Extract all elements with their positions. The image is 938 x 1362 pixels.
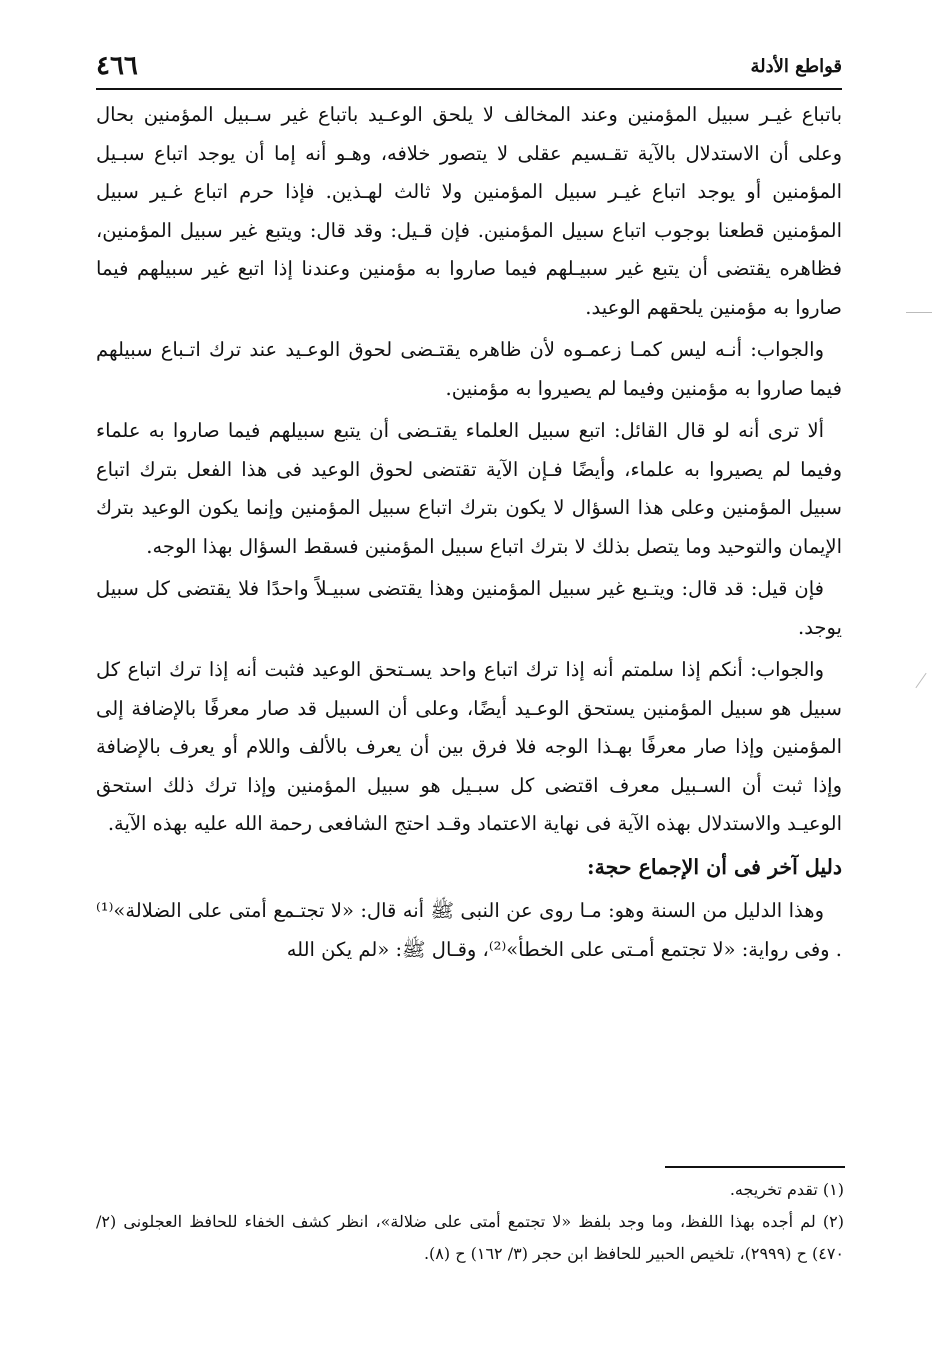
- paragraph-6: وهذا الدليل من السنة وهو: مـا روى عن النبى ﷺ أنه قال: «لا تجتـمع أمتى على الضلالة»⁽¹⁾ . وفى رواية: «لا تجتمع أمـتى على الخطأ»⁽²⁾، وقـال ﷺ: «لم يكن الله: [96, 899, 842, 961]
- footnote-2: (٢) لم أجده بهذا اللفظ، وما وجد بلفظ «لا تجتمع أمتى على ضلالة»، انظر كشف الخفاء للحافظ العجلونى (٢/ ٤٧٠) ح (٢٩٩٩)، تلخيص الحبير للحافظ ابن حجر (٣/ ١٦٢) ح (٨).: [96, 1212, 844, 1263]
- main-text: [96, 96, 842, 969]
- footnotes: [96, 1174, 844, 1270]
- section-heading: دليل آخر فى أن الإجماع حجة:: [587, 854, 842, 879]
- page-header: [96, 48, 842, 84]
- paragraph-4: فإن قيل: قد قال: ويتـبع غير سبيل المؤمنين وهذا يقتضى سبيـلاً واحدًا فلا يقتضى كل سبيل يوجد.: [96, 577, 842, 639]
- footnote-1: (١) تقدم تخريجه.: [729, 1180, 844, 1199]
- scan-margin-mark: [915, 673, 926, 688]
- paragraph-3: ألا ترى أنه لو قال القائل: اتبع سبيل العلماء يقتـضى أن يتبع سبيلهم فيما صاروا به علماء وفيما لم يصيروا به علماء، وأيضًا فـإن الآية تقتضى لحوق الوعيد فى هذا الفعل بترك اتباع سبيل المؤمنين وعلى هذا السؤال لا يكون بترك اتباع سبيل المؤمنين وإنما يكون الوعيد بترك الإيمان والتوحيد وما يتصل بذلك لا بترك اتباع سبيل المؤمنين فسقط السؤال بهذا الوجه.: [96, 419, 842, 558]
- scan-margin-mark: [906, 312, 932, 313]
- paragraph-5: والجواب: أنكم إذا سلمتم أنه إذا ترك اتباع واحد يسـتحق الوعيد فثبت أنه إذا ترك اتباع كل سبيل هو سبيل المؤمنين يستحق الوعـيد أيضًا، وعلى أن السبيل قد صار معرفًا بالإضافة إلى المؤمنين وإذا صار معرفًا بهـذا الوجه فلا فرق بين أن يعرف بالألف واللام أو يعرف بالإضافة وإذا ثبت أن السـبيل معرف اقتضى كل سبـيل هو سبيل المؤمنين وإذا ترك ذلك استحق الوعيـد والاستدلال بهذه الآية فى نهاية الاعتماد وقـد احتج الشافعى رحمة الله عليه بهذه الآية.: [96, 658, 842, 835]
- header-rule: [96, 88, 842, 90]
- paragraph-1: باتباع غيـر سبيل المؤمنين وعند المخالف لا يلحق الوعـيد باتباع غير سـبيل المؤمنين بحال وعلى أن الاستدلال بالآية تقـسيم عقلى لا يتصور خلافه، وهـو أنه إما أن يوجد اتباع سبـيل المؤمنين أو يوجد اتباع غيـر سبيل المؤمنين ولا ثالث لهـذين. فإذا حرم اتباع غـير سبيل المؤمنين قطعنا بوجوب اتباع سبيل المؤمنين. فإن قـيل: وقد قال: ويتبع غير سبيل المؤمنين، فظاهره يقتضى أن يتبع غير سبيـلهم فيما صاروا به مؤمنين وعندنا إذا اتبع غير سبيلهم فيما صاروا به مؤمنين يلحقهم الوعيد.: [96, 103, 842, 319]
- running-title: قواطع الأدلة: [750, 55, 842, 77]
- page-number: ٤٦٦: [96, 51, 138, 81]
- paragraph-2: والجواب: أنـه ليس كمـا زعمـوه لأن ظاهره يقتـضى لحوق الوعـيد عند ترك اتـباع سبيلهم فيما صاروا به مؤمنين وفيما لم يصيروا به مؤمنين.: [96, 338, 842, 400]
- footnote-rule: [665, 1166, 845, 1168]
